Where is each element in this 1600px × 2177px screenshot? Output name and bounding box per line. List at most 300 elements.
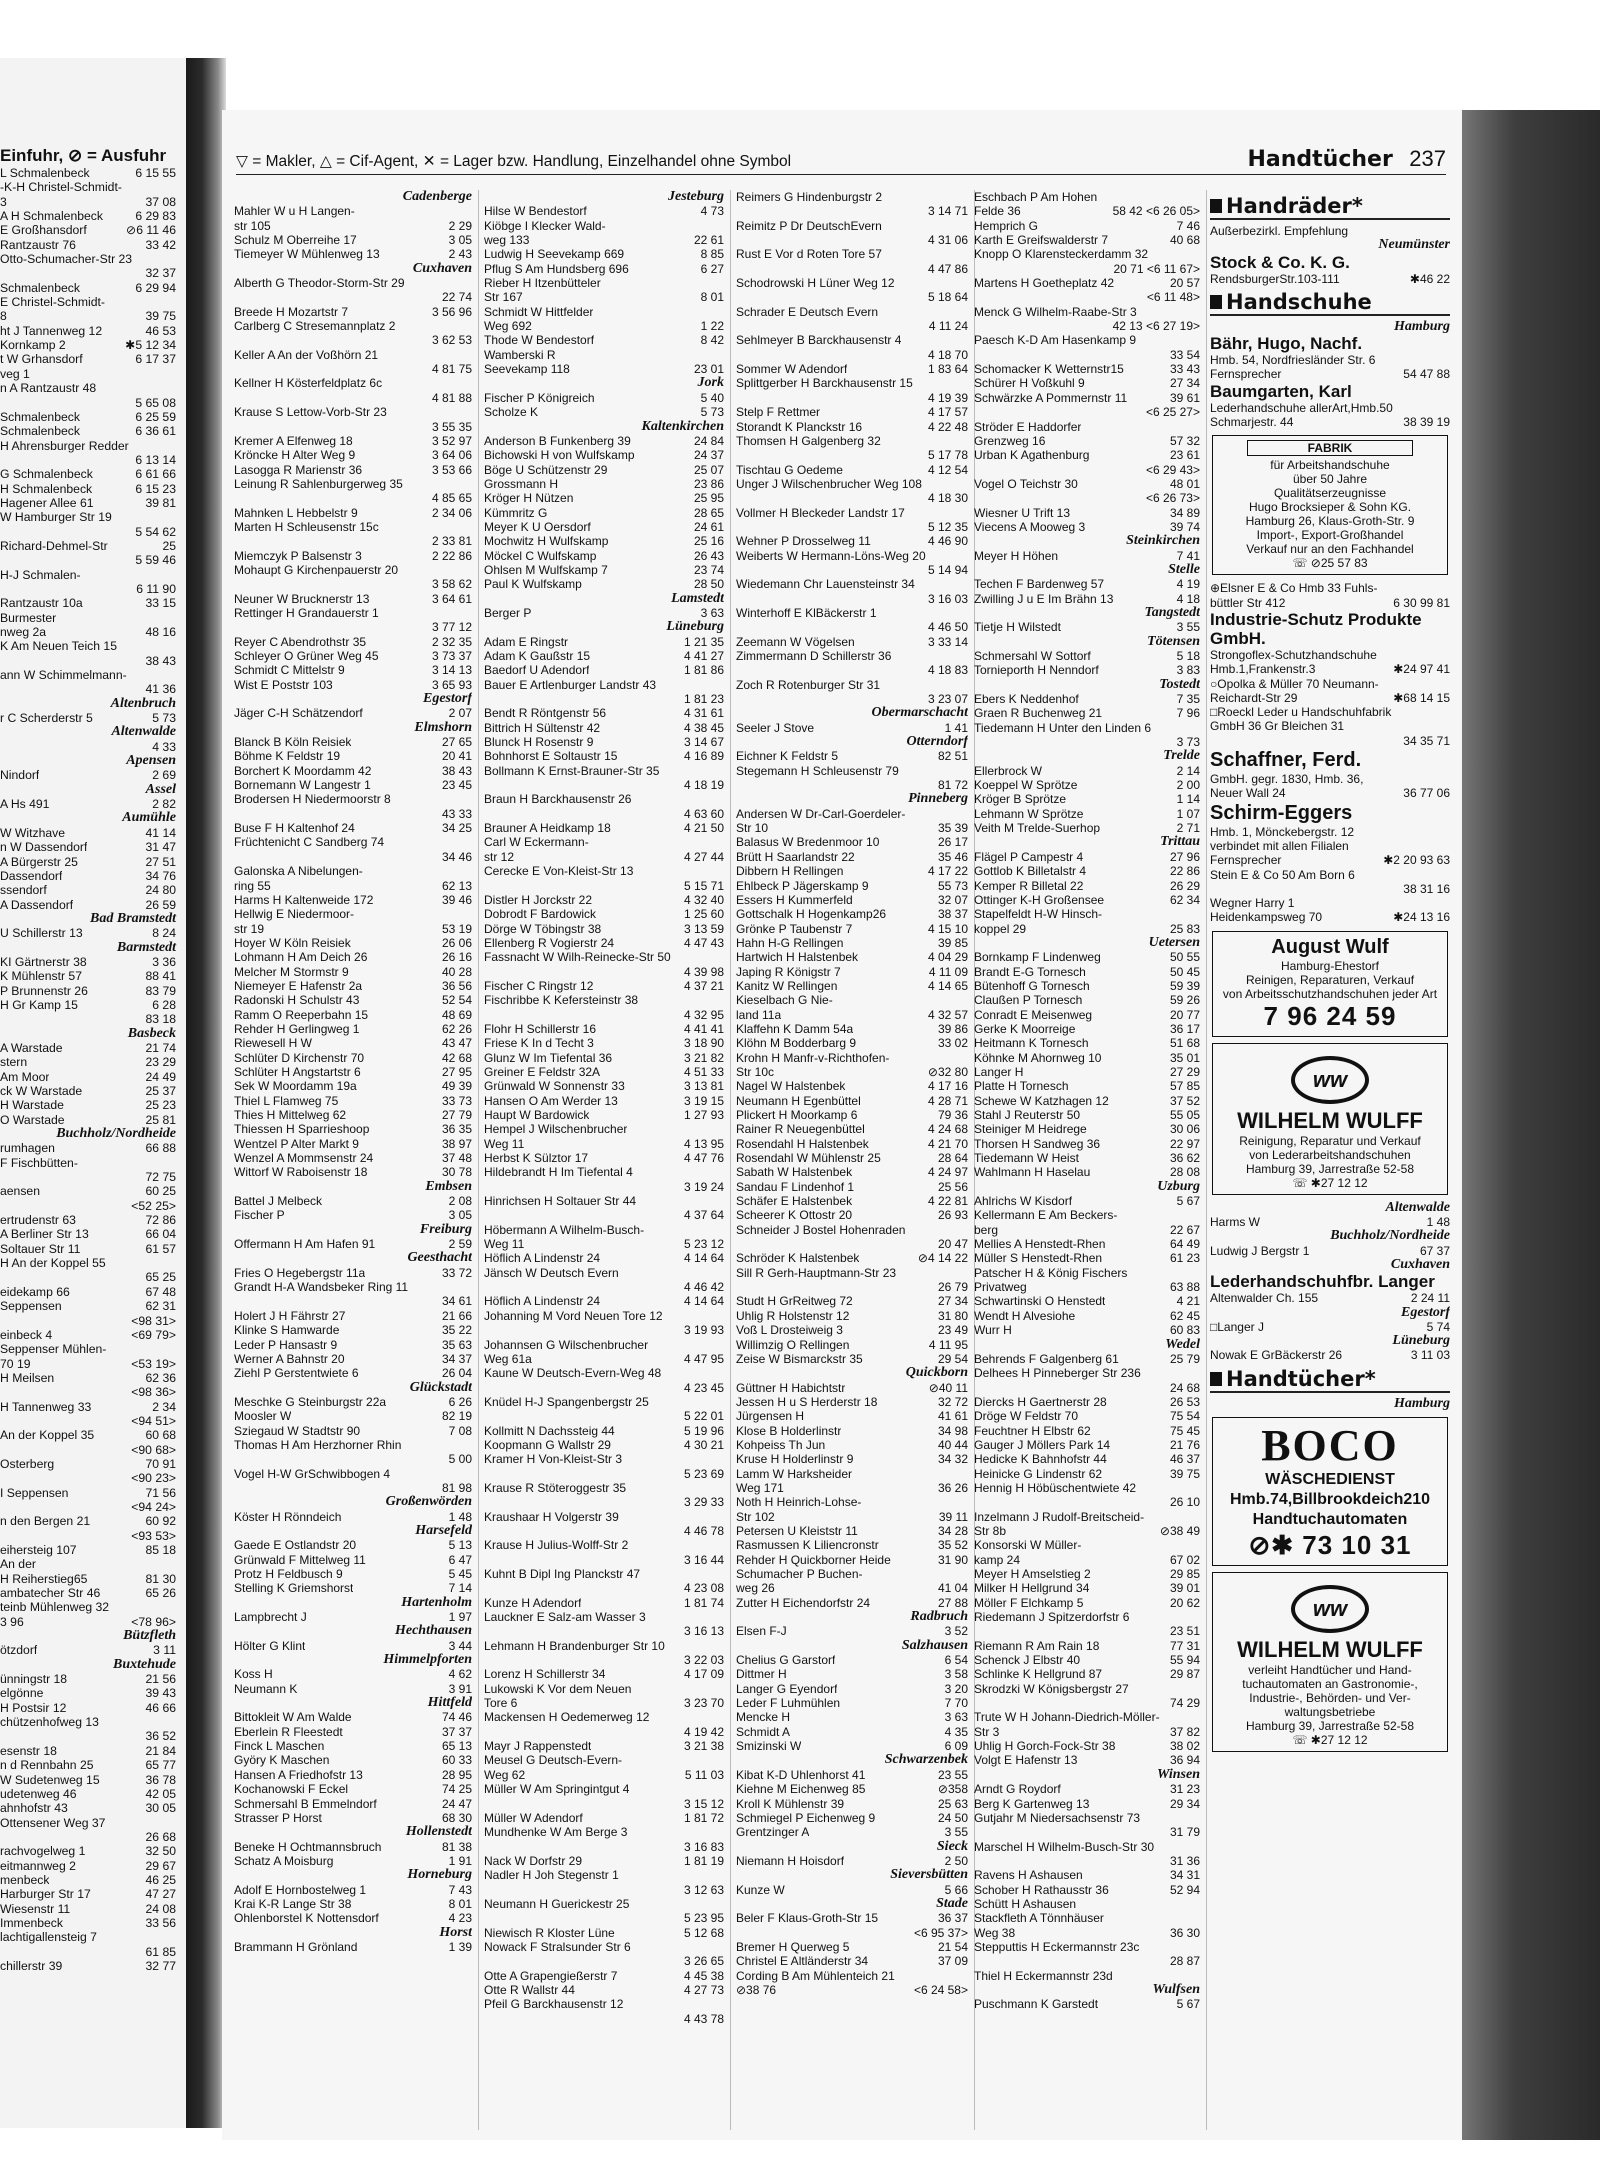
entry-name: stern (0, 1055, 28, 1070)
listing-entry (484, 1596, 724, 1610)
entry-phone: 3 16 13 (683, 1624, 724, 1639)
entry-name: Möller F Elchkamp 5 (974, 1595, 1084, 1610)
ad-text-line: verleiht Handtücher und Hand- (1248, 1662, 1412, 1677)
listing-entry (0, 252, 188, 266)
entry-phone (468, 520, 472, 534)
listing-entry (0, 1572, 188, 1586)
listing-entry (974, 190, 1200, 204)
entry-phone: 2 07 (448, 706, 472, 721)
entry-phone: <6 25 27> (1145, 405, 1200, 420)
entry-phone: 4 23 08 (683, 1581, 724, 1596)
listing-entry (484, 1969, 724, 1983)
entry-phone: 5 23 69 (683, 1466, 724, 1481)
entry-name: Kunze W (736, 1882, 785, 1897)
listing-entry (736, 1338, 968, 1352)
listing-entry (234, 1051, 472, 1065)
listing-entry (974, 1165, 1200, 1179)
entry-name: Niewisch R Kloster Lüne (484, 1925, 615, 1940)
entry-name: einbeck 4 (0, 1327, 53, 1342)
entry-name: Schmalenbeck (0, 424, 80, 439)
entry-phone: 6 61 66 (135, 467, 176, 482)
listing-entry (736, 491, 968, 505)
entry-name: Sziegaud W Stadtstr 90 (234, 1423, 361, 1438)
entry-phone: 3 44 (448, 1638, 472, 1653)
entry-name: Scheerer K Ottostr 20 (736, 1208, 853, 1223)
listing-entry (736, 778, 968, 792)
entry-name: Adam K Gaußstr 15 (484, 649, 591, 663)
listing-entry (234, 1538, 472, 1552)
entry-phone (720, 1782, 724, 1796)
entry-name: Lohmann H Am Deich 26 (234, 950, 368, 965)
entry-phone: 60 25 (145, 1184, 176, 1199)
entry-name: Ellenberg R Vogierstr 24 (484, 935, 615, 950)
entry-phone: 46 25 (145, 1872, 176, 1887)
entry-phone: 32 50 (145, 1844, 176, 1859)
entry-phone: ✱24 13 16 (1393, 910, 1450, 925)
listing-entry (234, 1366, 472, 1380)
town-heading: Bad Bramstedt (90, 911, 176, 926)
entry-name: Flägel P Campestr 4 (974, 849, 1084, 864)
listing-entry (484, 1825, 724, 1839)
listing-entry (974, 333, 1200, 347)
entry-name: Hildebrandt H Im Tiefental 4 (484, 1165, 633, 1180)
listing-entry (974, 1366, 1200, 1380)
entry-phone: 1 81 86 (683, 663, 724, 678)
entry-name: Ellerbrock W (974, 763, 1043, 778)
entry-phone: 61 57 (145, 1241, 176, 1256)
entry-phone: 4 46 78 (683, 1523, 724, 1538)
listing-entry (974, 1194, 1200, 1208)
listing-entry (484, 219, 724, 233)
entry-phone: 3 29 33 (683, 1495, 724, 1510)
entry-phone: ⊘38 49 (1159, 1523, 1200, 1538)
listing-entry (234, 678, 472, 692)
entry-name: Plickert H Moorkamp 6 (736, 1108, 858, 1122)
entry-phone: 60 33 (441, 1753, 472, 1768)
entry-phone (720, 1338, 724, 1352)
entry-name: büttler Str 412 (1210, 595, 1286, 610)
entry-name: Stackfleth A Tönnhäuser (974, 1911, 1104, 1926)
listing-entry (736, 1051, 968, 1065)
entry-name: F Fischbütten- (0, 1155, 78, 1170)
entry-name: W Sudetenweg 15 (0, 1772, 100, 1787)
entry-phone: 36 77 06 (1403, 786, 1450, 801)
entry-name: Kohpeiss Th Jun (736, 1437, 826, 1452)
entry-phone: 3 19 15 (683, 1093, 724, 1108)
entry-phone: 5 15 71 (683, 878, 724, 893)
entry-phone: 65 25 (145, 1270, 176, 1285)
entry-phone (172, 510, 176, 524)
listing-entry (736, 577, 968, 591)
entry-phone: <98 36> (131, 1385, 176, 1400)
listing-entry (736, 864, 968, 878)
entry-phone: 35 46 (937, 849, 968, 864)
entry-name: Schwärzke A Pommernstr 11 (974, 390, 1128, 405)
entry-phone: 6 17 37 (135, 352, 176, 367)
entry-phone: 27 34 (937, 1294, 968, 1309)
entry-phone (720, 1266, 724, 1280)
entry-name: Greiner E Feldstr 32A (484, 1064, 601, 1079)
listing-entry (0, 1385, 188, 1399)
entry-phone: 4 21 50 (683, 821, 724, 836)
entry-name: kamp 24 (974, 1552, 1021, 1567)
listing-entry (974, 1825, 1200, 1839)
listing-entry (484, 1997, 724, 2011)
town-heading: Freiburg (419, 1222, 472, 1237)
entry-name: Rehder H Gerlingweg 1 (234, 1021, 360, 1036)
entry-phone: 2 22 86 (431, 548, 472, 563)
entry-name: Niemeyer E Hafenstr 2a (234, 978, 363, 993)
listing-entry (1210, 1348, 1450, 1362)
ad-text-line: tuchautomaten an Gastronomie-, (1242, 1676, 1418, 1691)
listing-entry (0, 1930, 188, 1944)
listing-entry (234, 1094, 472, 1108)
entry-name: ht J Tannenweg 12 (0, 323, 103, 338)
entry-phone: 36 78 (145, 1772, 176, 1787)
entry-name: str 19 (234, 921, 265, 936)
entry-phone: 28 87 (1169, 1954, 1200, 1969)
listing-entry (0, 855, 188, 869)
listing-entry (234, 1309, 472, 1323)
listing-entry (234, 1395, 472, 1409)
listing-entry (0, 568, 188, 582)
entry-name: Mochwitz H Wulfskamp (484, 534, 609, 549)
listing-entry (484, 1753, 724, 1767)
listing-entry (974, 463, 1200, 477)
listing-entry (234, 864, 472, 878)
entry-name: ertrudenstr 63 (0, 1213, 76, 1228)
listing-entry (736, 1624, 968, 1638)
entry-name: Stegemann H Schleusenstr 79 (736, 763, 899, 778)
entry-phone: 26 06 (441, 935, 472, 950)
entry-phone: 2 29 (448, 218, 472, 233)
entry-name: Wiedemann Chr Lauensteinstr 34 (736, 577, 915, 592)
town-heading: Basbeck (127, 1026, 176, 1041)
entry-name: Schmersahl B Emmelndorf (234, 1796, 377, 1811)
entry-name: Felde 36 (974, 204, 1021, 219)
listing-entry (736, 506, 968, 520)
listing-entry (0, 840, 188, 854)
listing-entry (974, 735, 1200, 749)
running-header (236, 146, 1446, 175)
listing-entry (484, 1309, 724, 1323)
entry-name: Veith M Trelde-Suerhop (974, 821, 1101, 836)
listing-entry (736, 1094, 968, 1108)
entry-phone: 36 26 (937, 1480, 968, 1495)
entry-phone (720, 835, 724, 849)
entry-name: ○Opolka & Müller 70 Neumann- (1210, 676, 1379, 691)
ad-text-line: Hamburg-Ehestorf (1280, 958, 1380, 973)
entry-phone: 2 24 11 (1410, 1291, 1450, 1306)
entry-phone (1196, 1208, 1200, 1222)
listing-entry (234, 219, 472, 233)
entry-name: Werner A Bahnstr 20 (234, 1351, 345, 1366)
listing-entry (974, 1122, 1200, 1136)
entry-phone (720, 1997, 724, 2011)
entry-phone: 4 33 (152, 739, 176, 754)
listing-entry (736, 1696, 968, 1710)
entry-phone: 6 30 99 81 (1393, 595, 1450, 610)
entry-name: Haupt W Bardowick (484, 1108, 590, 1122)
town-heading: Hittfeld (427, 1696, 472, 1711)
entry-phone: 24 50 (937, 1810, 968, 1825)
entry-name: Köster H Rönndeich (234, 1509, 342, 1524)
entry-name: land 11a (736, 1007, 782, 1022)
entry-name: GmbH. gegr. 1830, Hmb. 36, (1210, 772, 1364, 787)
entry-phone: 4 31 06 (927, 233, 968, 248)
listing-entry (234, 1065, 472, 1079)
listing-entry (974, 262, 1200, 276)
entry-name: Hempel J Wilschenbrucher (484, 1122, 628, 1137)
entry-phone (172, 180, 176, 194)
entry-name: Winterhoff E KlBäckerstr 1 (736, 605, 877, 620)
entry-phone: 3 63 (700, 605, 724, 620)
listing-entry (974, 405, 1200, 419)
ad-text-line: Hamburg 26, Klaus-Groth-Str. 9 (1245, 514, 1415, 529)
entry-phone: 8 01 (448, 1896, 472, 1911)
entry-phone: 39 01 (1169, 1581, 1200, 1596)
ad-text-line: Hmb.74,Billbrookdeich210 (1229, 1490, 1431, 1508)
entry-name: Weg 171 (736, 1480, 784, 1495)
entry-phone: 23 74 (693, 562, 724, 577)
entry-name: Dörge W Töbingstr 38 (484, 921, 602, 936)
entry-phone: 39 86 (937, 1021, 968, 1036)
entry-phone: 1 41 (944, 720, 968, 735)
entry-name: P Brunnenstr 26 (0, 983, 88, 998)
entry-phone: 6 13 14 (135, 452, 176, 467)
listing-entry (234, 1165, 472, 1179)
entry-name: Klinke S Hamwarde (234, 1323, 340, 1338)
listing-entry (974, 520, 1200, 534)
entry-name: H Gr Kamp 15 (0, 997, 78, 1012)
entry-name: menbeck (0, 1872, 50, 1887)
entry-phone: 37 08 (145, 194, 176, 209)
listing-entry (1210, 596, 1450, 610)
entry-name: Str 167 (484, 290, 523, 305)
entry-phone: 4 43 78 (683, 2011, 724, 2026)
entry-phone: 5 65 08 (135, 395, 176, 410)
entry-name: Blunck H Rosenstr 9 (484, 735, 594, 750)
listing-entry (234, 620, 472, 634)
advertiser-name: WILHELM WULFF (1237, 1107, 1423, 1133)
listing-entry (736, 420, 968, 434)
boco-logo: BOCO (1261, 1420, 1399, 1470)
entry-name: Rettinger H Grandauerstr 1 (234, 605, 379, 620)
entry-phone: 1 81 23 (683, 692, 724, 707)
entry-phone: 8 85 (700, 247, 724, 262)
listing-entry (736, 1352, 968, 1366)
entry-phone (1196, 1266, 1200, 1280)
entry-phone (720, 1366, 724, 1380)
entry-phone (172, 1342, 176, 1356)
entry-phone (720, 1510, 724, 1524)
entry-name: Wamberski R (484, 347, 556, 362)
entry-name: Höflich A Lindenstr 24 (484, 1251, 601, 1266)
listing-entry (736, 1811, 968, 1825)
listing-entry (484, 434, 724, 448)
entry-phone (1196, 1811, 1200, 1825)
entry-name: Galonska A Nibelungen- (234, 864, 363, 879)
entry-phone: 31 36 (1169, 1853, 1200, 1868)
town-heading: Altenwalde (111, 725, 176, 740)
town-heading: Cuxhaven (1390, 1257, 1450, 1272)
entry-phone: 8 42 (700, 333, 724, 348)
entry-name: Balasus W Bredenmoor 10 (736, 835, 880, 850)
entry-phone: 62 13 (441, 878, 472, 893)
listing-entry (736, 534, 968, 548)
listing-entry (974, 965, 1200, 979)
listing-entry (974, 1596, 1200, 1610)
entry-phone: 4 11 24 (928, 319, 968, 334)
entry-phone: 4 17 22 (927, 864, 968, 879)
entry-phone: 1 14 (1176, 792, 1200, 807)
entry-phone: 3 05 (448, 233, 472, 248)
entry-phone: 48 01 (1169, 476, 1200, 491)
listing-entry (234, 233, 472, 247)
entry-name: Sill R Gerh-Hauptmann-Str 23 (736, 1265, 897, 1280)
listing-entry (0, 295, 188, 309)
listing-entry (234, 405, 472, 419)
entry-name: Rust E Vor d Roten Tore 57 (736, 247, 882, 262)
entry-name: H Ahrensburger Redder (0, 438, 129, 453)
listing-entry (0, 525, 188, 539)
entry-phone: 21 74 (145, 1040, 176, 1055)
entry-phone (1196, 721, 1200, 735)
entry-phone: 1 81 19 (683, 1853, 724, 1868)
entry-phone (172, 1816, 176, 1830)
entry-phone: 3 18 90 (683, 1036, 724, 1051)
entry-phone: 7 35 (1176, 692, 1200, 707)
listing-entry (484, 1667, 724, 1681)
entry-phone: 27 95 (441, 1064, 472, 1079)
listing-entry (1210, 353, 1450, 367)
listing-entry (736, 1022, 968, 1036)
entry-name: Schrader E Deutsch Evern (736, 304, 879, 319)
entry-name: Weiberts W Hermann-Löns-Weg 20 (736, 548, 926, 563)
entry-name: Seevekamp 118 (484, 362, 570, 377)
entry-name: Kremer A Elfenweg 18 (234, 433, 353, 448)
entry-phone (720, 764, 724, 778)
entry-name: O Warstade (0, 1112, 65, 1127)
entry-phone: 72 86 (145, 1213, 176, 1228)
entry-name: Kramer H Von-Kleist-Str 3 (484, 1452, 623, 1467)
entry-phone: 3 64 61 (431, 591, 472, 606)
entry-phone (964, 376, 968, 390)
listing-entry (736, 1854, 968, 1868)
entry-name: Leder F Luhmühlen (736, 1696, 841, 1711)
town-heading: Trelde (1163, 749, 1200, 764)
entry-name: I Seppensen (0, 1485, 69, 1500)
entry-phone (720, 678, 724, 692)
listing-entry (0, 1285, 188, 1299)
entry-phone (1196, 420, 1200, 434)
listing-entry (484, 1983, 724, 1997)
entry-phone: 26 16 (441, 950, 472, 965)
entry-name: Berger P (484, 605, 532, 620)
entry-name: Mellies A Henstedt-Rhen (974, 1237, 1106, 1252)
listing-entry (484, 792, 724, 806)
entry-name: Rasmussen K Liliencronstr (736, 1538, 879, 1553)
listing-entry (234, 1338, 472, 1352)
entry-name: Lederhandschuhe allerArt,Hmb.50 (1210, 400, 1393, 415)
entry-name: Eichner K Feldstr 5 (736, 749, 839, 764)
entry-phone: 39 81 (145, 495, 176, 510)
entry-phone: 67 48 (145, 1284, 176, 1299)
entry-phone (720, 276, 724, 290)
listing-entry (484, 663, 724, 677)
entry-name: Paul K Wulfskamp (484, 577, 582, 592)
listing-entry (234, 592, 472, 606)
listing-entry (974, 1926, 1200, 1940)
entry-phone: <90 23> (131, 1471, 176, 1486)
entry-name: Kruse H Holderlinstr 9 (736, 1452, 854, 1467)
listing-entry (484, 520, 724, 534)
listing-entry (484, 1409, 724, 1423)
town-heading: Cadenberge (402, 190, 472, 204)
entry-phone: 4 35 (944, 1724, 968, 1739)
entry-phone: 5 54 62 (135, 524, 176, 539)
listing-entry (736, 620, 968, 634)
listing-entry (974, 1065, 1200, 1079)
listing-entry (484, 1008, 724, 1022)
entry-name: Schmersahl W Sottorf (974, 649, 1091, 663)
entry-phone: 1 81 74 (683, 1595, 724, 1610)
entry-name: Möckel C Wulfskamp (484, 548, 597, 563)
entry-name: Thiessen H Sparrieshoop (234, 1122, 370, 1137)
listing-entry (974, 1567, 1200, 1581)
entry-phone (172, 568, 176, 582)
listing-entry (0, 1816, 188, 1830)
entry-name: 70 19 (0, 1356, 31, 1371)
entry-phone: 4 21 (1176, 1294, 1200, 1309)
entry-phone: 42 68 (441, 1050, 472, 1065)
listing-entry (736, 1653, 968, 1667)
listing-entry (736, 1538, 968, 1552)
entry-name: 3 96 (0, 1614, 24, 1629)
entry-name: Riewesell H W (234, 1036, 313, 1051)
listing-entry (234, 922, 472, 936)
listing-entry (0, 1256, 188, 1270)
listing-entry (736, 1495, 968, 1509)
entry-name: H-J Schmalen- (0, 567, 81, 582)
entry-name: Fischer C Ringstr 12 (484, 978, 594, 993)
entry-name: Privatweg (974, 1280, 1027, 1295)
listing-entry (234, 1022, 472, 1036)
listing-entry (736, 1237, 968, 1251)
entry-phone: 5 13 (448, 1538, 472, 1553)
entry-phone (964, 477, 968, 491)
listing-entry (0, 1729, 188, 1743)
entry-phone: 3 55 (944, 1825, 968, 1840)
entry-name: H Tannenweg 33 (0, 1399, 92, 1414)
entry-name: Immenbeck (0, 1915, 63, 1930)
entry-phone: 3 19 24 (683, 1179, 724, 1194)
entry-phone: 4 23 45 (683, 1380, 724, 1395)
entry-phone: 4 15 10 (927, 921, 968, 936)
listing-entry (484, 1739, 724, 1753)
listing-entry (234, 1008, 472, 1022)
entry-phone: 1 39 (448, 1939, 472, 1954)
listing-entry (484, 577, 724, 591)
town-heading: Jesteburg (668, 190, 724, 204)
entry-name: Elsen F-J (736, 1624, 787, 1639)
entry-phone: 1 48 (1426, 1215, 1450, 1230)
entry-name: Cerecke E Von-Kleist-Str 13 (484, 864, 634, 879)
entry-phone: 4 11 09 (928, 964, 968, 979)
entry-name: aensen (0, 1184, 40, 1199)
listing-entry (974, 1911, 1200, 1925)
entry-name: Nindorf (0, 768, 40, 783)
